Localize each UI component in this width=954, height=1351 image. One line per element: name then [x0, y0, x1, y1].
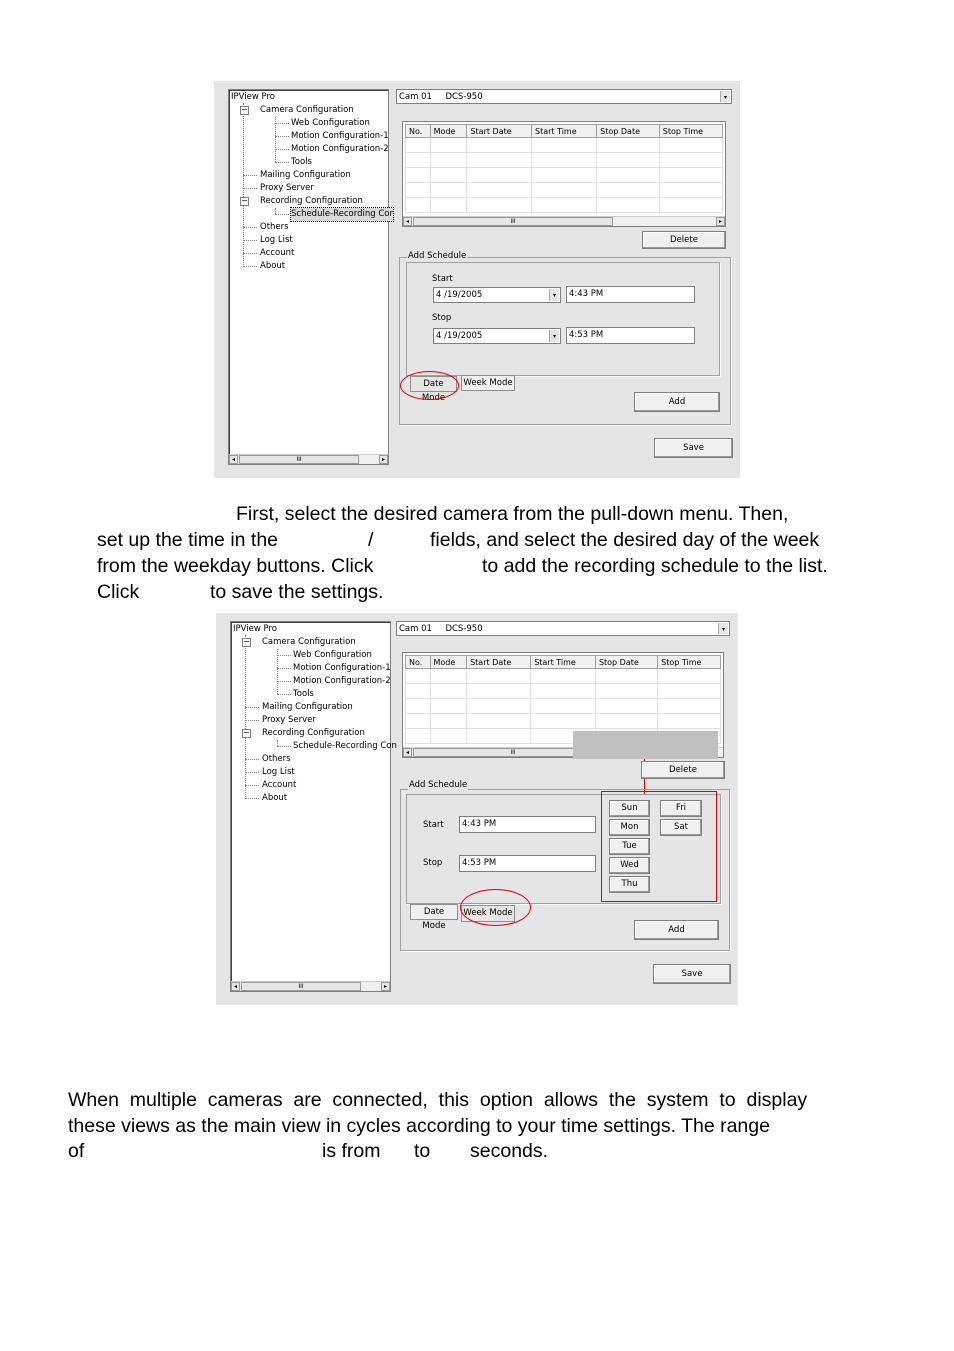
- table-cell: [467, 153, 532, 168]
- start-time-field[interactable]: [566, 286, 695, 303]
- column-header[interactable]: Stop Time: [659, 125, 722, 138]
- config-tree-panel: [228, 89, 393, 465]
- stop-date-value: 4 /19/2005: [436, 331, 483, 341]
- table-row[interactable]: [406, 699, 721, 714]
- tree-recording-configuration[interactable]: Recording Configuration: [262, 728, 365, 738]
- date-mode-panel: [406, 262, 720, 376]
- add-schedule-title: Add Schedule: [408, 251, 467, 261]
- dropdown-arrow-icon[interactable]: ▾: [720, 91, 730, 102]
- instruction-line-3a: from the weekday buttons. Click: [97, 555, 374, 577]
- column-header[interactable]: Start Date: [467, 125, 532, 138]
- table-cell: [595, 714, 657, 729]
- stop-label: Stop: [423, 858, 443, 868]
- tree-mailing-configuration[interactable]: Mailing Configuration: [260, 170, 351, 180]
- instruction-line-3b: to add the recording schedule to the list.: [482, 555, 828, 577]
- table-cell: [659, 153, 722, 168]
- table-cell: [467, 684, 531, 699]
- collapse-icon[interactable]: −: [243, 637, 250, 646]
- table-cell: [659, 168, 722, 183]
- screenshot-date-mode: [214, 81, 740, 478]
- date-mode-tab[interactable]: Date Mode: [410, 904, 458, 920]
- table-row[interactable]: [406, 684, 721, 699]
- table-cell: [597, 198, 660, 213]
- instruction-line-2b: /: [368, 529, 374, 551]
- dropdown-arrow-icon[interactable]: ▾: [549, 330, 559, 342]
- tree-motion-configuration-2[interactable]: Motion Configuration-2: [293, 676, 391, 686]
- camera-select-value: Cam 01 DCS-950: [399, 624, 483, 634]
- table-row[interactable]: [406, 714, 721, 729]
- scroll-right-icon[interactable]: ▸: [379, 455, 388, 464]
- scroll-right-icon[interactable]: ▸: [381, 982, 390, 991]
- dropdown-arrow-icon[interactable]: ▾: [549, 289, 559, 301]
- table-cell: [406, 729, 431, 744]
- table-cell: [531, 699, 596, 714]
- column-header[interactable]: Start Time: [531, 125, 596, 138]
- scroll-thumb[interactable]: III: [413, 217, 613, 226]
- camera-select[interactable]: [396, 621, 730, 636]
- scroll-left-icon[interactable]: ◂: [403, 217, 412, 226]
- collapse-icon[interactable]: −: [241, 105, 248, 114]
- table-cell: [430, 729, 467, 744]
- tree-account[interactable]: Account: [262, 780, 297, 790]
- table-cell: [597, 183, 660, 198]
- tree-log-list[interactable]: Log List: [262, 767, 295, 777]
- table-cell: [467, 699, 531, 714]
- table-cell: [430, 198, 467, 213]
- delete-button[interactable]: Delete: [642, 231, 726, 249]
- week-mode-tab[interactable]: Week Mode: [461, 375, 515, 391]
- table-cell: [467, 198, 532, 213]
- stop-time-value: 4:53 PM: [462, 858, 497, 868]
- day-button-thu[interactable]: Thu: [609, 876, 650, 893]
- tree-root[interactable]: IPView Pro: [231, 92, 275, 102]
- tree-schedule-recording[interactable]: Schedule-Recording Con: [293, 741, 397, 751]
- description-line-1: When multiple cameras are connected, this option allows the system to display: [68, 1089, 808, 1111]
- tree-proxy-server[interactable]: Proxy Server: [260, 183, 314, 193]
- table-horizontal-scrollbar[interactable]: [403, 216, 725, 226]
- column-header[interactable]: Stop Time: [658, 656, 721, 669]
- table-cell: [467, 729, 531, 744]
- table-cell: [406, 183, 431, 198]
- table-cell: [467, 138, 532, 153]
- save-button[interactable]: Save: [653, 964, 731, 984]
- tree-horizontal-scrollbar[interactable]: [231, 981, 390, 991]
- scroll-left-icon[interactable]: ◂: [403, 748, 412, 757]
- instruction-line-2a: set up the time in the: [97, 529, 279, 551]
- description-line-3c: to: [414, 1140, 431, 1162]
- tree-web-configuration[interactable]: Web Configuration: [291, 118, 370, 128]
- column-header[interactable]: No.: [406, 125, 431, 138]
- tree-camera-configuration[interactable]: Camera Configuration: [260, 105, 354, 115]
- scroll-left-icon[interactable]: ◂: [229, 455, 238, 464]
- table-cell: [406, 684, 431, 699]
- screenshot-week-mode: [216, 613, 738, 1005]
- tree-about[interactable]: About: [262, 793, 288, 803]
- tree-mailing-configuration[interactable]: Mailing Configuration: [262, 702, 353, 712]
- tree-camera-configuration[interactable]: Camera Configuration: [262, 637, 356, 647]
- table-cell: [659, 198, 722, 213]
- tree-motion-configuration-2[interactable]: Motion Configuration-2: [291, 144, 389, 154]
- table-cell: [430, 699, 467, 714]
- table-cell: [531, 183, 596, 198]
- table-cell: [430, 153, 467, 168]
- instruction-line-1: First, select the desired camera from the pull-down menu. Then,: [236, 503, 789, 525]
- table-row[interactable]: [406, 669, 721, 684]
- start-date-value: 4 /19/2005: [436, 290, 483, 300]
- save-button[interactable]: Save: [654, 438, 733, 458]
- delete-button[interactable]: Delete: [641, 761, 725, 779]
- table-cell: [467, 669, 531, 684]
- tree-proxy-server[interactable]: Proxy Server: [262, 715, 316, 725]
- tree-motion-configuration-1[interactable]: Motion Configuration-1: [293, 663, 391, 673]
- column-header[interactable]: Stop Date: [595, 656, 657, 669]
- table-row[interactable]: [406, 168, 723, 183]
- day-button-mon[interactable]: Mon: [609, 819, 650, 836]
- table-cell: [658, 699, 721, 714]
- dropdown-arrow-icon[interactable]: ▾: [718, 623, 728, 634]
- day-button-fri[interactable]: Fri: [660, 800, 702, 817]
- tree-tools[interactable]: Tools: [291, 157, 312, 167]
- week-mode-tab[interactable]: Week Mode: [461, 905, 515, 922]
- config-tree-panel: [230, 621, 397, 992]
- tree-schedule-recording[interactable]: Schedule-Recording Cor: [291, 209, 393, 219]
- day-button-wed[interactable]: Wed: [609, 857, 650, 874]
- table-cell: [658, 669, 721, 684]
- table-cell: [430, 714, 467, 729]
- table-cell: [597, 168, 660, 183]
- tree-horizontal-scrollbar[interactable]: [229, 454, 388, 464]
- table-cell: [659, 183, 722, 198]
- table-cell: [658, 684, 721, 699]
- add-button[interactable]: Add: [634, 392, 720, 412]
- tree-log-list[interactable]: Log List: [260, 235, 293, 245]
- tree-motion-configuration-1[interactable]: Motion Configuration-1: [291, 131, 389, 141]
- table-cell: [430, 183, 467, 198]
- table-cell: [467, 183, 532, 198]
- table-cell: [597, 138, 660, 153]
- stop-label: Stop: [432, 313, 452, 323]
- table-cell: [406, 198, 431, 213]
- description-line-3b: is from: [322, 1140, 381, 1162]
- table-cell: [597, 153, 660, 168]
- day-button-tue[interactable]: Tue: [609, 838, 650, 855]
- start-time-value: 4:43 PM: [569, 289, 604, 299]
- stop-time-field[interactable]: [566, 327, 695, 344]
- table-cell: [406, 699, 431, 714]
- date-mode-tab[interactable]: Date Mode: [410, 376, 457, 392]
- scroll-thumb[interactable]: III: [413, 748, 613, 757]
- tree-others[interactable]: Others: [262, 754, 291, 764]
- column-header[interactable]: Start Time: [531, 656, 596, 669]
- collapse-icon[interactable]: −: [243, 728, 250, 737]
- table-cell: [531, 714, 596, 729]
- table-cell: [595, 699, 657, 714]
- tree-others[interactable]: Others: [260, 222, 289, 232]
- tree-about[interactable]: About: [260, 261, 286, 271]
- table-row[interactable]: [406, 153, 723, 168]
- weekday-highlight-box: [601, 791, 717, 902]
- table-cell: [406, 153, 431, 168]
- description-line-3a: of: [68, 1140, 85, 1162]
- callout-label-box: [573, 731, 718, 759]
- add-button[interactable]: Add: [634, 920, 719, 940]
- instruction-line-4b: to save the settings.: [210, 581, 384, 603]
- description-line-3d: seconds.: [470, 1140, 549, 1162]
- start-date-picker[interactable]: [433, 287, 561, 303]
- scroll-left-icon[interactable]: ◂: [231, 982, 240, 991]
- table-cell: [430, 138, 467, 153]
- table-cell: [595, 684, 657, 699]
- date-mode-highlight-circle: [400, 371, 459, 400]
- column-header[interactable]: Start Date: [467, 656, 531, 669]
- table-cell: [531, 168, 596, 183]
- table-cell: [406, 168, 431, 183]
- table-cell: [531, 669, 596, 684]
- start-label: Start: [432, 274, 453, 284]
- tree-web-configuration[interactable]: Web Configuration: [293, 650, 372, 660]
- stop-time-value: 4:53 PM: [569, 330, 604, 340]
- table-cell: [430, 684, 467, 699]
- table-cell: [531, 153, 596, 168]
- day-button-sat[interactable]: Sat: [660, 819, 702, 836]
- start-time-value: 4:43 PM: [462, 819, 497, 829]
- start-time-field[interactable]: [459, 816, 596, 833]
- scroll-right-icon[interactable]: ▸: [716, 217, 725, 226]
- column-header[interactable]: Mode: [430, 656, 467, 669]
- stop-time-field[interactable]: [459, 855, 596, 872]
- tree-tools[interactable]: Tools: [293, 689, 314, 699]
- day-button-sun[interactable]: Sun: [609, 800, 650, 817]
- camera-select[interactable]: [396, 89, 732, 104]
- table-row[interactable]: [406, 198, 723, 213]
- table-cell: [467, 168, 532, 183]
- table-cell: [531, 684, 596, 699]
- table-cell: [659, 138, 722, 153]
- tree-recording-configuration[interactable]: Recording Configuration: [260, 196, 363, 206]
- table-cell: [430, 669, 467, 684]
- stop-date-picker[interactable]: [433, 328, 561, 344]
- table-row[interactable]: [406, 183, 723, 198]
- week-mode-highlight-circle: [460, 889, 531, 926]
- table-row[interactable]: [406, 138, 723, 153]
- table-cell: [467, 714, 531, 729]
- instruction-line-4a: Click: [97, 581, 140, 603]
- tree-account[interactable]: Account: [260, 248, 295, 258]
- table-cell: [658, 714, 721, 729]
- instruction-line-2c: fields, and select the desired day of the week: [430, 529, 820, 551]
- column-header[interactable]: Mode: [430, 125, 467, 138]
- tree-root[interactable]: IPView Pro: [233, 624, 277, 634]
- column-header[interactable]: Stop Date: [597, 125, 660, 138]
- table-cell: [430, 168, 467, 183]
- camera-select-value: Cam 01 DCS-950: [399, 92, 483, 102]
- table-cell: [531, 198, 596, 213]
- description-line-2: these views as the main view in cycles according to your time settings. The range: [68, 1115, 770, 1137]
- scroll-thumb[interactable]: III: [241, 982, 361, 991]
- start-label: Start: [423, 820, 444, 830]
- table-cell: [406, 714, 431, 729]
- scroll-thumb[interactable]: III: [239, 455, 359, 464]
- table-cell: [406, 138, 431, 153]
- table-cell: [595, 669, 657, 684]
- column-header[interactable]: No.: [406, 656, 431, 669]
- table-cell: [406, 669, 431, 684]
- collapse-icon[interactable]: −: [241, 196, 248, 205]
- schedule-list-table[interactable]: [402, 121, 726, 227]
- table-cell: [531, 138, 596, 153]
- add-schedule-title: Add Schedule: [409, 780, 468, 790]
